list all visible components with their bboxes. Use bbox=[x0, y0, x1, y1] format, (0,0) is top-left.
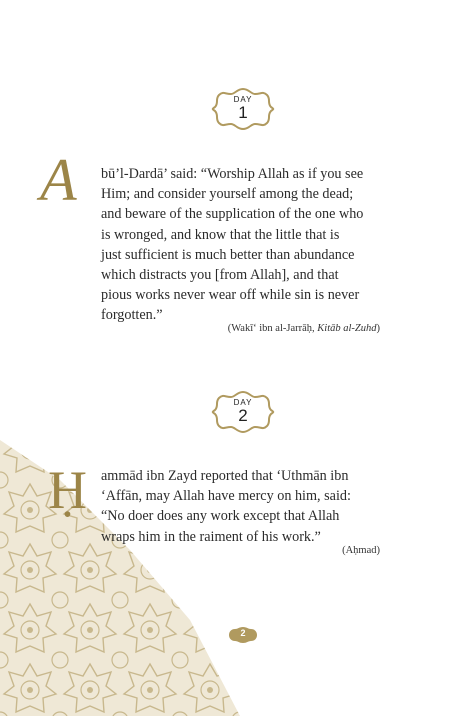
day-number: 1 bbox=[238, 103, 248, 122]
decorative-pattern bbox=[0, 420, 240, 716]
citation-close: ) bbox=[376, 323, 380, 334]
day-number: 2 bbox=[238, 406, 248, 425]
page-number-badge bbox=[228, 626, 258, 644]
day-label: DAY bbox=[233, 95, 253, 104]
page-number: 2 bbox=[240, 628, 246, 638]
text-line: wraps him in the raiment of his work.” bbox=[101, 528, 321, 545]
text-line: ‘Affān, may Allah have mercy on him, said: bbox=[101, 488, 351, 505]
day-label: DAY bbox=[233, 398, 253, 407]
text-line: pious works never wear off while sin is never bbox=[101, 287, 360, 304]
citation-text: (Wakī‘ ibn al-Jarrāḥ, bbox=[227, 323, 318, 334]
geometric-pattern-art bbox=[0, 420, 240, 716]
text-line: ammād ibn Zayd reported that ‘Uthmān ibn bbox=[101, 468, 349, 484]
text-line: bū’l-Dardā’ said: “Worship Allah as if you see bbox=[101, 166, 364, 182]
text-line: just sufficient is much better than abundance bbox=[101, 246, 355, 263]
text-line: which distracts you [from Allah], and that bbox=[101, 267, 339, 284]
drop-cap: A bbox=[40, 147, 77, 213]
drop-cap: Ḥ bbox=[48, 460, 87, 520]
text-line: and beware of the supplication of the one who bbox=[101, 206, 364, 223]
citation-text: (Aḥmad) bbox=[342, 545, 380, 556]
day-badge-1 bbox=[211, 87, 275, 131]
quote-paragraph-1 bbox=[101, 164, 363, 326]
text-line: forgotten.” bbox=[101, 307, 163, 324]
day-badge-2 bbox=[211, 390, 275, 434]
citation-2 bbox=[342, 545, 380, 556]
text-line: is wronged, and know that the little that is bbox=[101, 226, 340, 243]
citation-book-title: Kitāb al-Zuhd bbox=[317, 323, 377, 334]
text-line: “No doer does any work except that Allah bbox=[101, 508, 340, 525]
quote-paragraph-2 bbox=[101, 466, 351, 547]
citation-1 bbox=[228, 323, 380, 334]
text-line: Him; and consider yourself among the dead; bbox=[101, 186, 354, 203]
